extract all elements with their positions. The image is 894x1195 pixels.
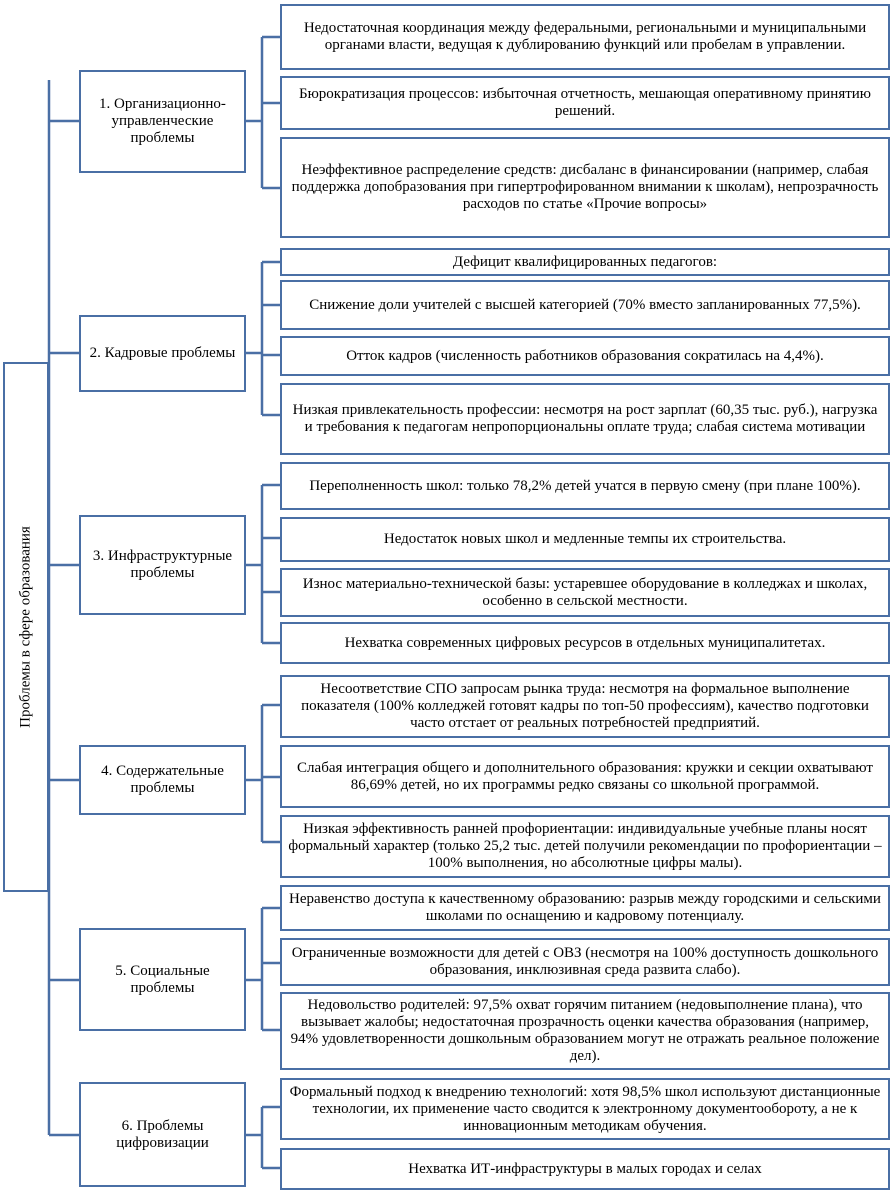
- category-4-label: 4. Содержательные проблемы: [101, 763, 224, 796]
- root-box: [3, 362, 49, 892]
- category-4-box: [79, 745, 246, 815]
- category-3-item-1: Переполненность школ: только 78,2% детей учатся в первую смену (при плане 100%).: [280, 462, 890, 510]
- category-5-item-2: Ограниченные возможности для детей с ОВЗ (несмотря на 100% доступность дошкольного образования, инклюзивная среда развита слабо).: [280, 938, 890, 986]
- category-6-box: [79, 1082, 246, 1187]
- category-4-item-1: Несоответствие СПО запросам рынка труда: несмотря на формальное выполнение показателя (100% колледжей готовят кадры по топ-50 профессиям), качество подготовки часто отстает от реальных потребностей предприятий.: [280, 675, 890, 738]
- category-1-item-1: Недостаточная координация между федеральными, региональными и муниципальными органами власти, ведущая к дублированию функций или пробелам в управлении.: [280, 4, 890, 70]
- category-1-item-2: Бюрократизация процессов: избыточная отчетность, мешающая оперативному принятию решений.: [280, 76, 890, 130]
- category-4-item-2: Слабая интеграция общего и дополнительного образования: кружки и секции охватывают 86,69% детей, но их программы редко связаны со школьной программой.: [280, 745, 890, 808]
- category-2-box: [79, 315, 246, 392]
- category-1-box: [79, 70, 246, 173]
- category-4-item-3: Низкая эффективность ранней профориентации: индивидуальные учебные планы носят формальный характер (только 25,2 тыс. детей получили рекомендации по профориентации – 100% выполнения, но абсолютные цифры малы).: [280, 815, 890, 878]
- category-1-label: 1. Организационно-управленческие проблемы: [99, 96, 226, 146]
- category-5-box: [79, 928, 246, 1031]
- category-3-item-3: Износ материально-технической базы: устаревшее оборудование в колледжах и школах, особенно в сельской местности.: [280, 568, 890, 617]
- category-3-label: 3. Инфраструктурные проблемы: [92, 548, 233, 581]
- category-2-item-4: Низкая привлекательность профессии: несмотря на рост зарплат (60,35 тыс. руб.), нагрузка и требования к педагогам непропорциональны оплате труда; слабая система мотивации: [280, 383, 890, 455]
- category-3-item-4: Нехватка современных цифровых ресурсов в отдельных муниципалитетах.: [280, 622, 890, 664]
- category-2-label: 2. Кадровые проблемы: [89, 345, 236, 361]
- category-5-item-3: Недовольство родителей: 97,5% охват горячим питанием (недовыполнение плана), что вызывает жалобы; недостаточная прозрачность оценки качества образования (например, 94% удовлетворенности дошкольным образованием могут не отражать реальное положение дел).: [280, 992, 890, 1070]
- category-6-label: 6. Проблемы цифровизации: [116, 1117, 209, 1151]
- category-2-item-2: Снижение доли учителей с высшей категорией (70% вместо запланированных 77,5%).: [280, 280, 890, 330]
- category-2-item-1: Дефицит квалифицированных педагогов:: [280, 248, 890, 276]
- category-5-label: 5. Социальные проблемы: [115, 962, 210, 996]
- category-1-item-3: Неэффективное распределение средств: дисбаланс в финансировании (например, слабая поддержка допобразования при гипертрофированном внимании к школам), непрозрачность расходов по статье «Прочие вопросы»: [280, 137, 890, 238]
- category-3-box: [79, 515, 246, 615]
- category-6-item-1: Формальный подход к внедрению технологий: хотя 98,5% школ используют дистанционные технологии, их применение часто сводится к электронному документообороту, а не к инновационным методикам обучения.: [280, 1078, 890, 1140]
- category-3-item-2: Недостаток новых школ и медленные темпы их строительства.: [280, 517, 890, 562]
- category-2-item-3: Отток кадров (численность работников образования сократилась на 4,4%).: [280, 336, 890, 376]
- category-5-item-1: Неравенство доступа к качественному образованию: разрыв между городскими и сельскими школами по оснащению и кадровому потенциалу.: [280, 885, 890, 931]
- root-label: Проблемы в сфере образования: [17, 526, 34, 728]
- category-6-item-2: Нехватка ИТ-инфраструктуры в малых городах и селах: [280, 1148, 890, 1190]
